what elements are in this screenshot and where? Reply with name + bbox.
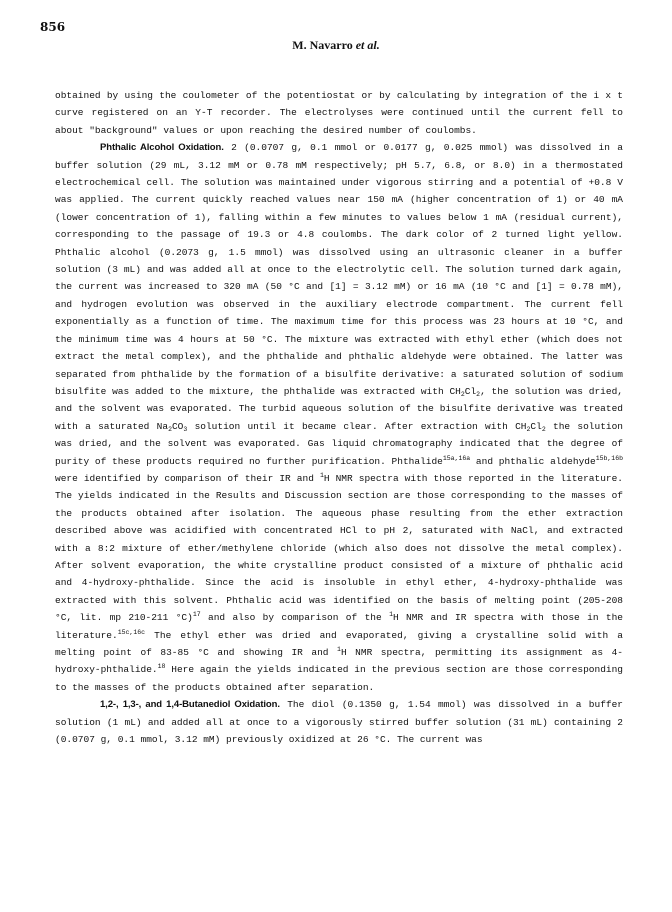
citation-superscript: 15b,16b bbox=[595, 454, 623, 462]
text-run: The ethyl ether was dried and evaporated, giving a crystalline solid with a melting point of 83-85 °C and showing IR and bbox=[55, 629, 623, 658]
text-run: the solution was dried, and the solvent was evaporated. Gas liquid chromatography indicated that the degree of purity of these products required no further purification. Phthalide bbox=[55, 420, 623, 467]
isotope-superscript: 1 bbox=[337, 646, 341, 653]
subscript: 3 bbox=[183, 425, 188, 433]
subscript: 2 bbox=[476, 390, 481, 398]
text-run: H NMR spectra with those reported in the literature. The yields indicated in the Results and Discussion section are those corresponding to the masses of the products obtained after isolation. The aqueous phase resulting from the ether extraction described above was acidified with concentrated HCl to pH 2, saturated with NaCl, and extracted with a 8:2 mixture of ether/methylene chloride (which also does not dissolve the metal complex). After solvent evaporation, the white crystalline product consisted of a mixture of phthalic acid and 4-hydroxy-phthalide. Since the acid is insoluble in ethyl ether, 4-hydroxy-phthalide was extracted with this solvent. Phthalic acid was identified on the basis of melting point (205-208 °C, lit. mp 210-211 °C) bbox=[55, 472, 624, 624]
text-run: 2 (0.0707 g, 0.1 mmol or 0.0177 g, 0.025 mmol) was dissolved in a buffer solution (29 mL, 3.12 mM or 0.78 mM respectively; pH 5.7, 6.8, or 8.0) in a thermostated electrochemical cell. The solution was maintained under vigorous stirring and a potential of +0.8 V was applied. The current quickly reached values near 150 mA (higher concentration of 1) or 40 mA (lower concentration of 1), falling within a few minutes to values below 1 mA (residual current), corresponding to the passage of 19.3 or 4.8 coulombs. The dark color of 2 turned light yellow. Phthalic alcohol (0.2073 g, 1.5 mmol) was dissolved using an ultrasonic cleaner in a buffer solution (3 mL) and was added all at once to the electrolytic cell. The solution turned dark again, the current was increased to 320 mA (50 °C and [1] = 3.12 mM) or 16 mA (10 °C and [1] = 0.78 mM), and hydrogen evolution was observed in the auxiliary electrode compartment. The current fell exponentially as a function of time. The maximum time for this process was 23 hours at 10 °C, and the minimum time was 4 hours at 50 °C. The mixture was extracted with ethyl ether (which does not extract the metal complex), and the phthalide and phthalic aldehyde were obtained. The latter was separated from phthalide by the formation of a bisulfite derivative: a saturated solution of sodium bisulfite was added to the mixture, the phthalide was extracted with CH bbox=[55, 142, 623, 397]
running-head-etal: et al. bbox=[355, 38, 380, 52]
subscript: 2 bbox=[541, 425, 546, 433]
text-run: Cl bbox=[464, 385, 477, 397]
section-heading-phthalic-alcohol: Phthalic Alcohol Oxidation. bbox=[100, 142, 224, 154]
section-heading-butanediol: 1,2-, 1,3-, and 1,4-Butanediol Oxidation. bbox=[100, 699, 280, 711]
subscript: 2 bbox=[460, 390, 465, 398]
running-head bbox=[0, 38, 672, 53]
text-run: solution until it became clear. After extraction with CH bbox=[187, 420, 527, 432]
subscript: 2 bbox=[526, 425, 531, 433]
text-run: The diol (0.1350 g, 1.54 mmol) was dissolved in a buffer solution (1 mL) and added all at once to a vigorously stirred buffer solution (31 mL) containing 2 (0.0707 g, 0.1 mmol, 3.12 mM) previously oxidized at 26 °C. The current was bbox=[55, 699, 623, 746]
citation-superscript: 15a,16a bbox=[442, 454, 471, 462]
paragraph-electrolysis-end bbox=[55, 87, 623, 139]
subscript: 2 bbox=[168, 425, 172, 433]
text-run: Cl bbox=[530, 420, 542, 432]
paragraph-phthalic-alcohol-oxidation bbox=[55, 139, 623, 696]
isotope-superscript: 1 bbox=[389, 611, 393, 619]
text-run: CO bbox=[171, 420, 184, 432]
citation-superscript: 15c,16c bbox=[117, 628, 146, 636]
text-run: and phthalic aldehyde bbox=[470, 455, 596, 467]
text-run: , the solution was dried, and the solvent was evaporated. The turbid aqueous solution of the bisulfite derivative was treated with a saturated Na bbox=[55, 385, 623, 432]
paragraph-butanediol-oxidation bbox=[55, 696, 623, 748]
page-number: 856 bbox=[40, 20, 66, 34]
body-text bbox=[55, 87, 623, 748]
text-run: Here again the yields indicated in the previous section are those corresponding to the masses of the products obtained after separation. bbox=[55, 664, 623, 693]
text-run: H NMR spectra, permitting its assignment as 4-hydroxy-phthalide. bbox=[55, 647, 623, 676]
text-run: were identified by comparison of their IR and bbox=[55, 472, 320, 484]
text-run: H NMR and IR spectra with those in the literature. bbox=[55, 612, 624, 641]
running-head-author: M. Navarro bbox=[292, 38, 353, 52]
text-run: and also by comparison of the bbox=[200, 612, 390, 624]
citation-superscript: 18 bbox=[157, 663, 166, 671]
citation-superscript: 17 bbox=[192, 611, 201, 619]
paragraph-text: obtained by using the coulometer of the potentiostat or by calculating by integration of the i x t curve registered on an Y-T recorder. The electrolyses were continued until the current fell to about "background" values or upon reaching the desired number of coulombs. bbox=[55, 90, 623, 136]
isotope-superscript: 1 bbox=[319, 471, 324, 479]
